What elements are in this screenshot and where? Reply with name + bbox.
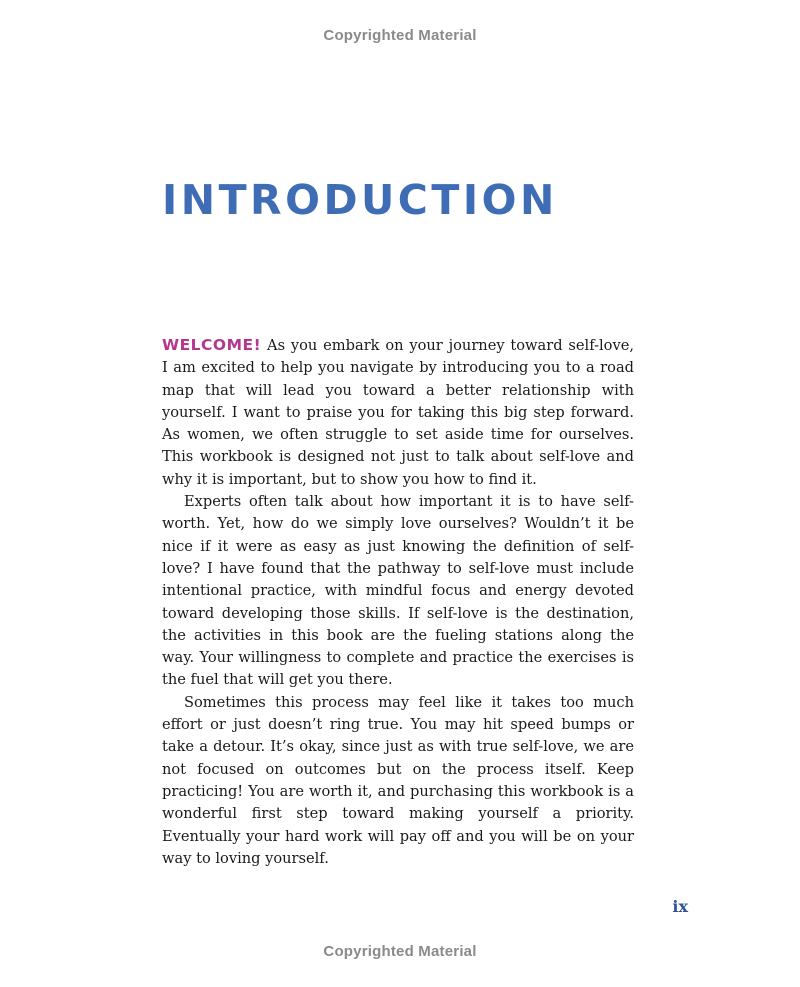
chapter-body [162, 334, 634, 870]
paragraph-2: Experts often talk about how important it is to have self-worth. Yet, how do we simply love ourselves? Wouldn’t it be nice if it were as easy as just knowing the definition of self-love? I have found that the pathway to self-love must include intentional practice, with mindful focus and energy devoted toward developing those skills. If self-love is the destination, the activities in this book are the fueling stations along the way. Your willingness to complete and practice the exercises is the fuel that will get you there. [162, 493, 634, 689]
welcome-lead-word: WELCOME! [162, 336, 262, 354]
copyright-watermark-top: Copyrighted Material [323, 27, 477, 44]
paragraph-1-text: As you embark on your journey toward self-love, I am excited to help you navigate by introducing you to a road map that will lead you toward a better relationship with yourself. I want to praise you for taking this big step forward. As women, we often struggle to set aside time for ourselves. This workbook is designed not just to talk about self-love and why it is important, but to show you how to find it. [162, 337, 634, 488]
paragraph-3: Sometimes this process may feel like it takes too much effort or just doesn’t ring true. You may hit speed bumps or take a detour. It’s okay, since just as with true self-love, we are not focused on outcomes but on the process itself. Keep practicing! You are worth it, and purchasing this workbook is a wonderful first step toward making yourself a priority. Eventually your hard work will pay off and you will be on your way to loving yourself. [162, 693, 634, 867]
copyright-watermark-bottom: Copyrighted Material [323, 943, 477, 960]
page-number: ix [672, 897, 688, 916]
chapter-title: INTRODUCTION [162, 176, 558, 224]
paragraph-1 [162, 334, 634, 491]
